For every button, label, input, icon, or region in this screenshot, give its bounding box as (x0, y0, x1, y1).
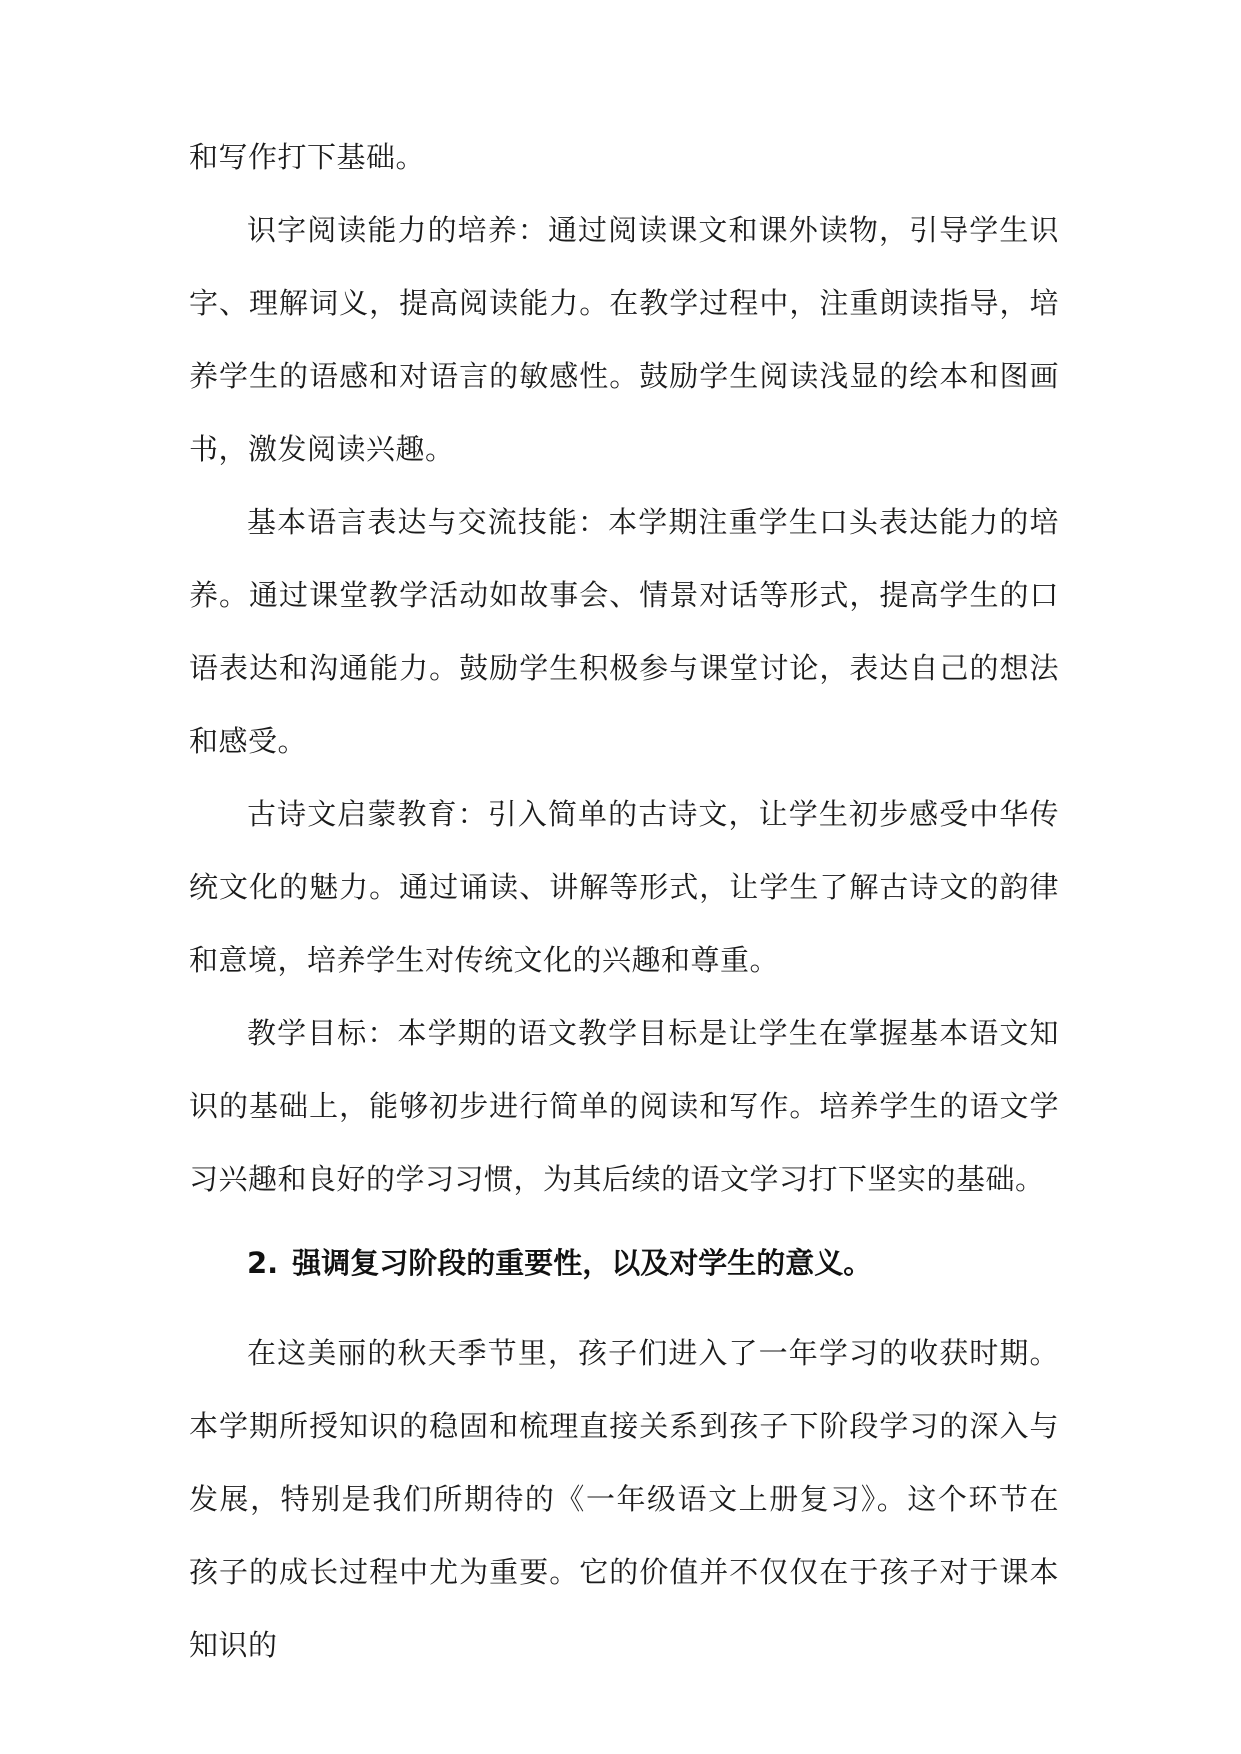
section-heading (247, 1243, 872, 1283)
paragraph-classical-poetry: 古诗文启蒙教育：引入简单的古诗文，让学生初步感受中华传统文化的魅力。通过诵读、讲解等形式，让学生了解古诗文的韵律和意境，培养学生对传统文化的兴趣和尊重。 (189, 797, 1059, 977)
body-text-top (189, 121, 1059, 1216)
paragraph-expression: 基本语言表达与交流技能：本学期注重学生口头表达能力的培养。通过课堂教学活动如故事会、情景对话等形式，提高学生的口语表达和沟通能力。鼓励学生积极参与课堂讨论，表达自己的想法和感受。 (189, 505, 1059, 758)
paragraph-literacy: 识字阅读能力的培养：通过阅读课文和课外读物，引导学生识字、理解词义，提高阅读能力。在教学过程中，注重朗读指导，培养学生的语感和对语言的敏感性。鼓励学生阅读浅显的绘本和图画书，激发阅读兴趣。 (189, 213, 1059, 466)
section-heading-title: 强调复习阶段的重要性，以及对学生的意义。 (292, 1246, 873, 1280)
body-text-bottom (189, 1317, 1059, 1682)
paragraph-teaching-goals: 教学目标：本学期的语文教学目标是让学生在掌握基本语文知识的基础上，能够初步进行简单的阅读和写作。培养学生的语文学习兴趣和良好的学习习惯，为其后续的语文学习打下坚实的基础。 (189, 1016, 1059, 1196)
section-heading-number: 2. (247, 1246, 279, 1280)
intro-fragment: 和写作打下基础。 (189, 140, 426, 174)
paragraph-review-importance: 在这美丽的秋天季节里，孩子们进入了一年学习的收获时期。本学期所授知识的稳固和梳理直接关系到孩子下阶段学习的深入与发展，特别是我们所期待的《一年级语文上册复习》。这个环节在孩子的成长过程中尤为重要。它的价值并不仅仅在于孩子对于课本知识的 (189, 1336, 1059, 1662)
